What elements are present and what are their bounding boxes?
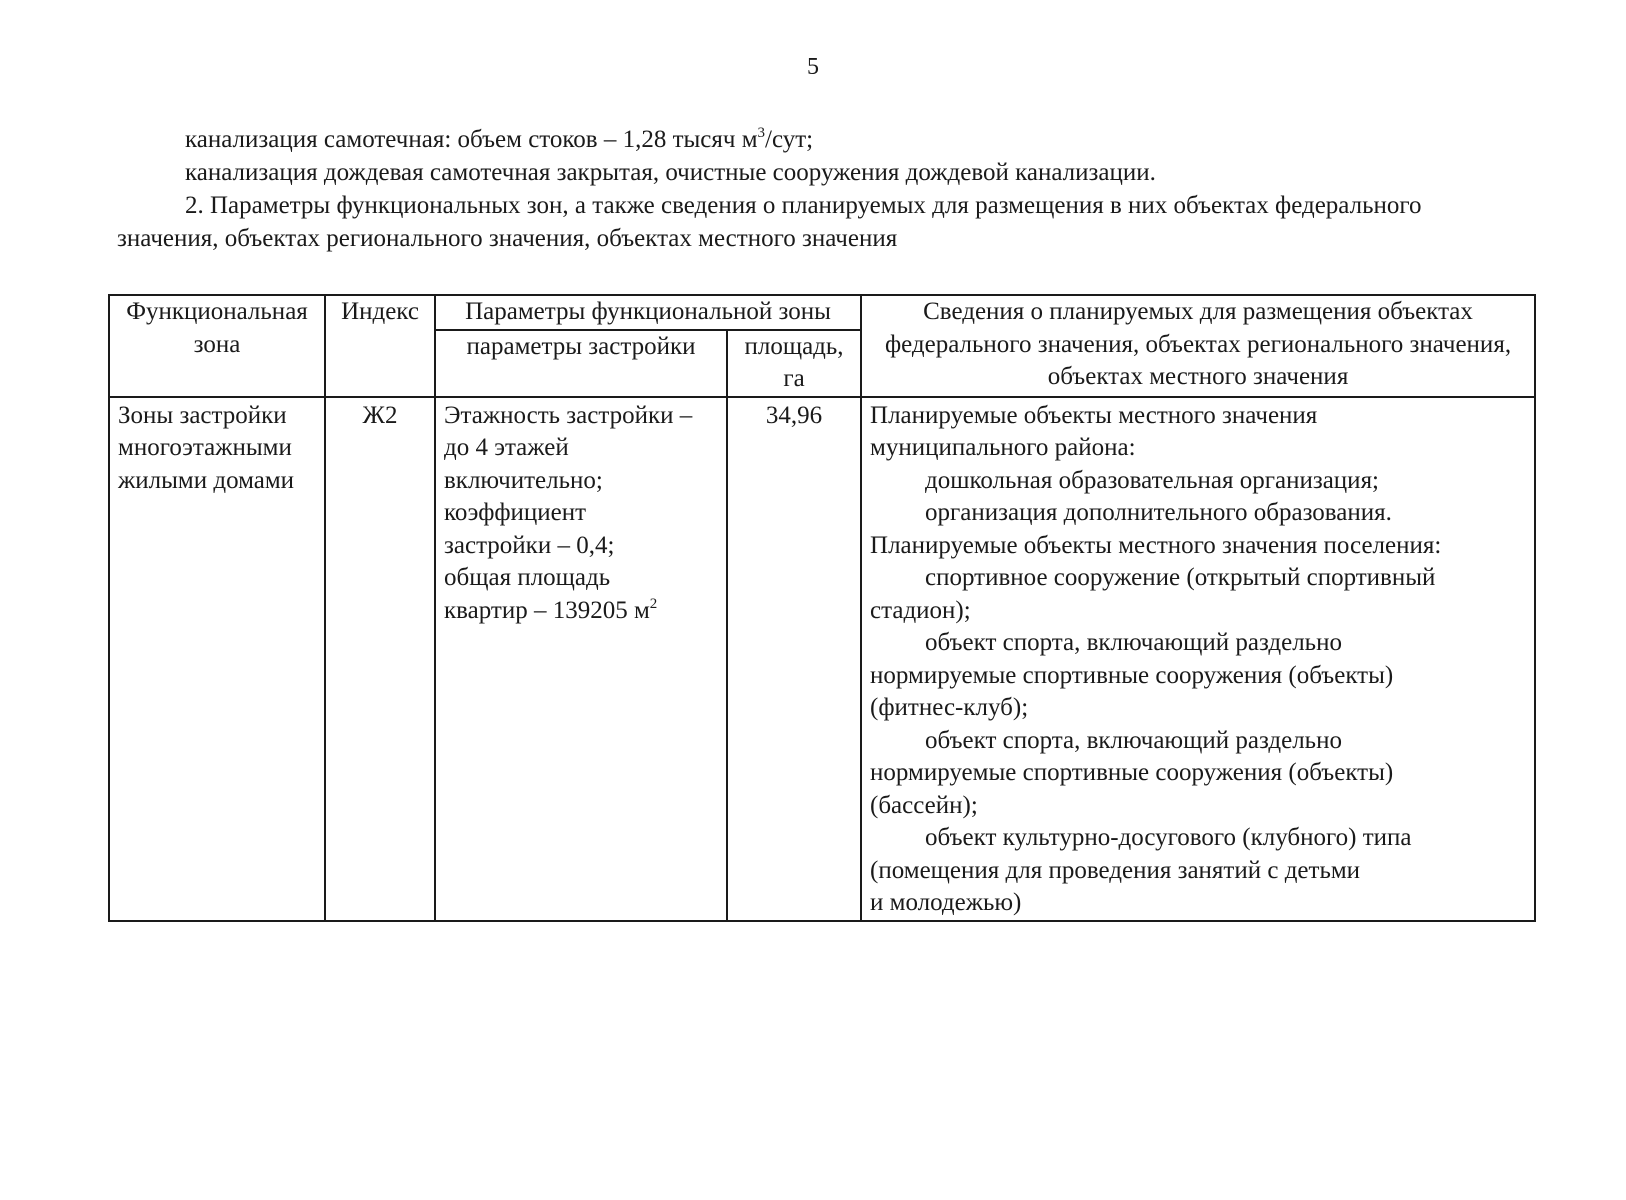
cell-zone: Зоны застройки многоэтажными жилыми домами (109, 397, 325, 921)
params-line-last (444, 595, 718, 631)
planned-objects-list (870, 400, 1526, 920)
planned-object-line: и молодежью) (870, 889, 1022, 916)
superscript-square: 2 (649, 595, 658, 612)
paragraph-section-2-line-1: 2. Параметры функциональных зон, а также сведения о планируемых для размещения в них объектах федерального (185, 192, 1422, 219)
paragraph-sewerage-gravity (185, 124, 813, 159)
table-row (109, 397, 1535, 921)
planned-object-line: Планируемые объекты местного значения поселения: (870, 531, 1442, 559)
paragraph-section-2-line-2: значения, объектах регионального значения, объектах местного значения (117, 225, 898, 252)
page-number: 5 (807, 54, 819, 80)
planned-object-line: организация дополнительного образования. (925, 499, 1392, 526)
planned-object-line: спортивное сооружение (открытый спортивный (925, 564, 1436, 591)
planned-object-line: объект культурно-досугового (клубного) типа (925, 824, 1412, 851)
header-index: Индекс (325, 295, 435, 397)
planned-object-line: (фитнес-клуб); (870, 694, 1029, 721)
planned-object-line: (бассейн); (870, 791, 978, 819)
header-params-group: Параметры функциональной зоны (435, 295, 861, 330)
params-line: общая площадь (444, 564, 611, 591)
params-line: включительно; (444, 466, 603, 494)
cell-area: 34,96 (727, 397, 861, 921)
cell-index: Ж2 (325, 397, 435, 921)
params-line: Этажность застройки – (444, 401, 693, 429)
planned-object-line: стадион); (870, 596, 971, 624)
planned-object-line: Планируемые объекты местного значения (870, 401, 1318, 429)
functional-zones-table (108, 294, 1536, 922)
params-apartment-area: квартир – 139205 м (444, 596, 650, 624)
header-objects: Сведения о планируемых для размещения объектах федерального значения, объектах регионального значения, объектах местного значения (861, 295, 1535, 397)
planned-object-line: нормируемые спортивные сооружения (объекты) (870, 759, 1394, 786)
planned-object-line: объект спорта, включающий раздельно (925, 726, 1342, 754)
planned-object-line: объект спорта, включающий раздельно (925, 629, 1342, 656)
header-params-area: площадь, га (727, 330, 861, 397)
header-zone: Функциональная зона (109, 295, 325, 397)
cell-params (435, 397, 727, 921)
planned-object-line: нормируемые спортивные сооружения (объекты) (870, 661, 1394, 689)
params-line: застройки – 0,4; (444, 531, 615, 559)
planned-object-line: муниципального района: (870, 434, 1136, 461)
planned-object-line: (помещения для проведения занятий с детьми (870, 856, 1361, 884)
paragraph-sewerage-gravity-text: канализация самотечная: объем стоков – 1,28 тысяч м (185, 126, 758, 153)
superscript-cubic: 3 (757, 125, 766, 141)
paragraph-storm-sewerage: канализация дождевая самотечная закрытая, очистные сооружения дождевой канализации. (185, 159, 1156, 186)
header-params-building: параметры застройки (435, 330, 727, 397)
cell-planned-objects (861, 397, 1535, 921)
table-header-row (109, 295, 1535, 330)
params-line: до 4 этажей (444, 434, 569, 461)
paragraph-sewerage-gravity-tail: /сут; (765, 126, 814, 153)
params-line: коэффициент (444, 499, 587, 526)
planned-object-line: дошкольная образовательная организация; (925, 466, 1380, 494)
